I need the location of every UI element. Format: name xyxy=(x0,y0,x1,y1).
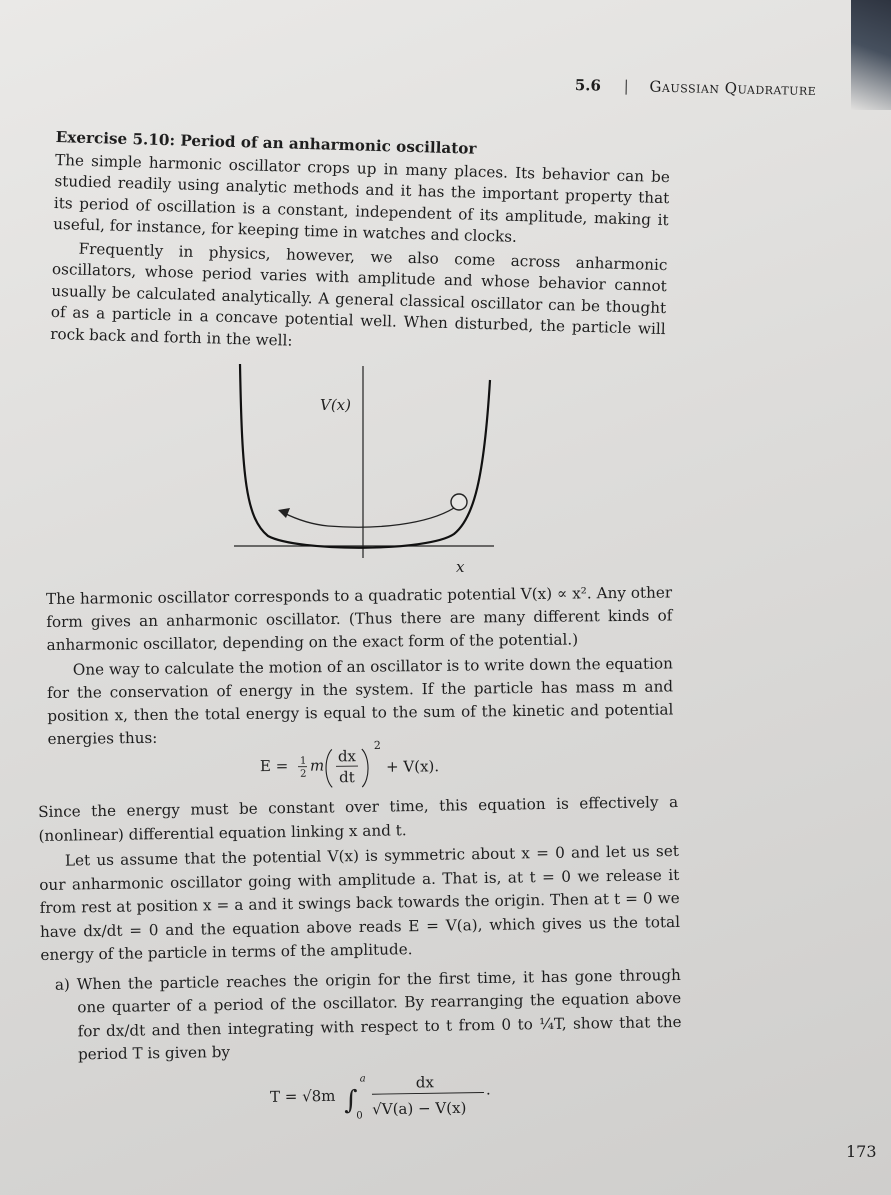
figure-x-label: x xyxy=(456,558,465,576)
eq2-lhs: T = √8m xyxy=(269,1086,336,1106)
period-equation xyxy=(268,1062,509,1128)
paragraph-1: The simple harmonic oscillator crops up in many places. Its behavior can be studied readily using analytic methods and it has the important property that its period of oscillation is a constant, independent of its amplitude, making it useful, for instance, for keeping time in watches and clocks. xyxy=(53,150,671,246)
paragraph-5: Since the energy must be constant over time, this equation is effectively a (nonlinear) differential equation linking x and t. xyxy=(38,792,679,845)
paragraph-6: Let us assume that the potential V(x) is symmetric about x = 0 and let us set our anharmonic oscillator going with amplitude a. That is, at t = 0 we release it from rest at position x = a and it swings back towards the origin. Then at t = 0 we have dx/dt = 0 and the equation above reads E = V(a), which gives us the total energy of the particle in terms of the amplitude. xyxy=(39,841,681,964)
eq2-denominator: √V(a) − V(x) xyxy=(372,1098,467,1119)
page-number: 173 xyxy=(846,1142,877,1161)
exercise-part-a: a) When the particle reaches the origin for the first time, it has gone through one quarter of a period of the oscillator. By rearranging the equation above for dx/dt and then integrating with respect to t from 0 to ¼T, show that the period T is given by xyxy=(54,965,682,1064)
paragraph-4: One way to calculate the motion of an oscillator is to write down the equation for the conservation of energy in the system. If the particle has mass m and position x, then the total energy is equal to the sum of the kinetic and potential energies thus: xyxy=(47,654,674,748)
exercise-intro xyxy=(50,127,671,362)
running-header xyxy=(575,76,817,99)
eq1-rhs: + V(x). xyxy=(385,757,440,776)
integral-sign: ∫ xyxy=(343,1085,358,1116)
arrow-head xyxy=(278,508,290,518)
period-equation-svg xyxy=(268,1062,509,1128)
eq1-mass: m xyxy=(309,756,325,775)
eq2-lower-limit: 0 xyxy=(356,1110,363,1122)
section-number: 5.6 xyxy=(574,76,602,95)
potential-curve xyxy=(240,364,490,548)
figure-y-label: V(x) xyxy=(320,396,351,414)
eq1-exponent: 2 xyxy=(373,738,381,752)
eq1-half-den: 2 xyxy=(300,768,307,780)
paragraph-3: The harmonic oscillator corresponds to a quadratic potential V(x) ∝ x². Any other form gives an anharmonic oscillator. (Thus there are many different kinds of anharmonic oscillator, depending on the exact form of the potential.) xyxy=(46,583,673,654)
paragraph-2: Frequently in physics, however, we also come across anharmonic oscillators, whose period varies with amplitude and whose behavior cannot usually be calculated analytically. A general classical oscillator can be thought of as a particle in a concave potential well. When disturbed, the particle will rock back and forth in the well: xyxy=(49,239,668,350)
energy-equation xyxy=(258,734,479,796)
eq2-numerator: dx xyxy=(415,1073,435,1092)
energy-equation-svg xyxy=(258,734,479,796)
eq1-half-num: 1 xyxy=(299,755,307,767)
motion-arrow xyxy=(284,508,454,527)
exercise-title: Exercise 5.10: Period of an anharmonic oscillator xyxy=(55,127,477,158)
body-text-bottom xyxy=(38,791,682,1068)
potential-well-figure xyxy=(228,358,498,578)
eq2-end: . xyxy=(485,1080,491,1099)
eq1-frac-den: dt xyxy=(339,768,355,787)
eq2-upper-limit: a xyxy=(359,1073,366,1085)
header-separator: | xyxy=(623,77,629,96)
particle xyxy=(451,494,467,510)
potential-well-diagram xyxy=(228,358,498,578)
body-text-middle xyxy=(46,581,674,751)
eq1-frac-num: dx xyxy=(337,747,357,766)
eq1-lhs: E = xyxy=(259,756,289,776)
section-title: Gaussian Quadrature xyxy=(649,77,817,100)
